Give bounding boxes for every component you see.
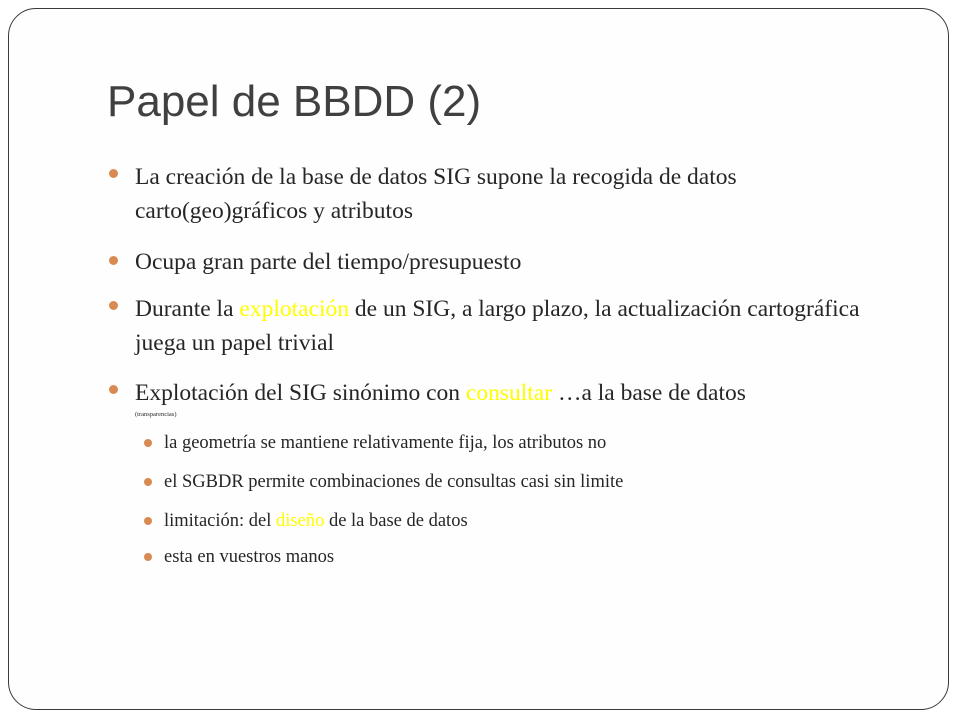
subbullet-1-text: la geometría se mantiene relativamente fija, los atributos no — [164, 433, 607, 453]
bullet-1-text: La creación de la base de datos SIG supone la recogida de datos carto(geo)gráficos y atributos — [135, 164, 737, 224]
subbullet-icon — [144, 478, 152, 486]
bullet-4-highlight: consultar — [465, 380, 553, 406]
bullet-1 — [135, 160, 895, 228]
bullet-4-text-before: Explotación del SIG sinónimo con — [135, 380, 466, 406]
bullet-icon — [109, 169, 118, 178]
subbullet-1 — [164, 431, 884, 455]
bullet-2-text: Ocupa gran parte del tiempo/presupuesto — [135, 249, 522, 275]
bullet-4-note: (transparencias) — [135, 411, 177, 418]
subbullet-4-text: esta en vuestros manos — [164, 547, 335, 567]
bullet-3 — [135, 292, 895, 360]
subbullet-icon — [144, 517, 152, 525]
subbullet-3-text-before: limitación: del — [164, 511, 277, 531]
bullet-icon — [109, 256, 118, 265]
subbullet-3 — [164, 509, 884, 533]
bullet-4-text-after: …a la base de datos — [552, 380, 746, 406]
bullet-icon — [109, 301, 118, 310]
subbullet-3-text-after: de la base de datos — [324, 511, 468, 531]
bullet-3-highlight: explotación — [239, 296, 350, 322]
subbullet-2 — [164, 470, 884, 494]
bullet-icon — [109, 385, 118, 394]
bullet-2 — [135, 245, 895, 279]
bullet-4 — [135, 376, 895, 410]
subbullet-4 — [164, 545, 884, 569]
subbullet-2-text: el SGBDR permite combinaciones de consultas casi sin limite — [164, 472, 624, 492]
subbullet-3-highlight: diseño — [276, 511, 325, 531]
subbullet-icon — [144, 553, 152, 561]
subbullet-icon — [144, 439, 152, 447]
bullet-3-text-before: Durante la — [135, 296, 240, 322]
bullet-3-text-after: de un SIG, a largo plazo, la actualización cartográfica juega un papel trivial — [135, 296, 860, 356]
slide-title: Papel de BBDD (2) — [107, 77, 482, 126]
